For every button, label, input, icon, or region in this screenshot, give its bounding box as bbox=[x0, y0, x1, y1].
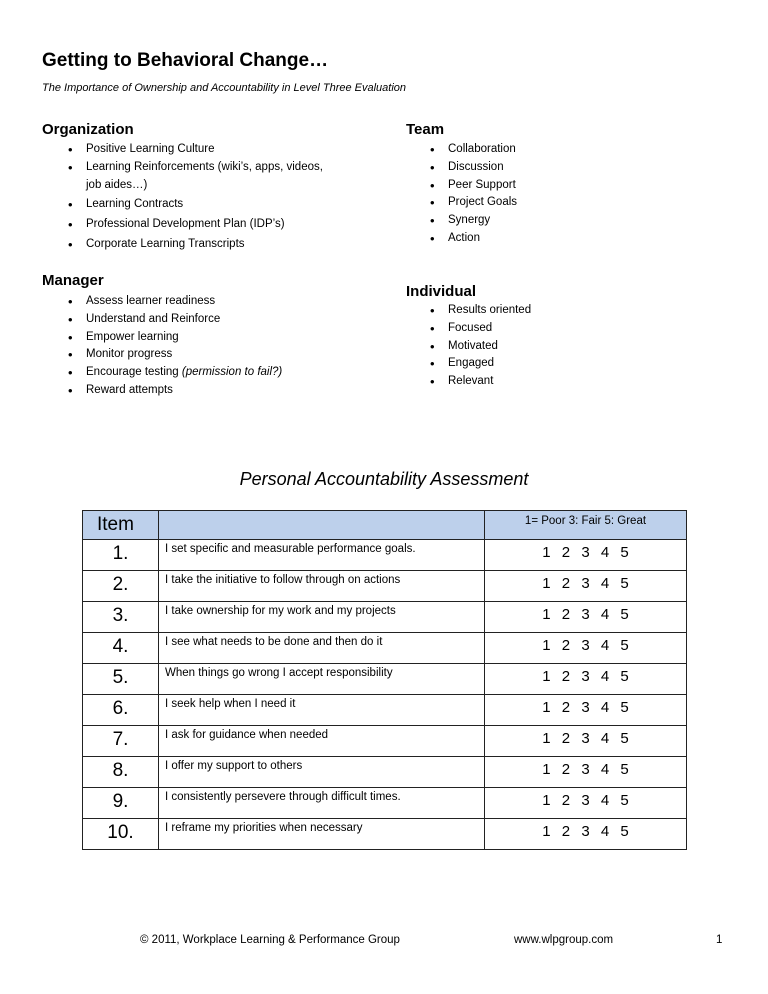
footer-url[interactable]: www.wlpgroup.com bbox=[514, 934, 614, 946]
row-statement: I set specific and measurable performance goals. bbox=[159, 540, 485, 571]
list-item: • Monitor progress bbox=[64, 346, 384, 364]
row-number: 2. bbox=[83, 571, 159, 602]
row-number: 3. bbox=[83, 602, 159, 633]
row-statement: I consistently persevere through difficult times. bbox=[159, 788, 485, 819]
list-item: • Discussion bbox=[426, 159, 626, 177]
table-row bbox=[83, 571, 687, 602]
row-statement: I reframe my priorities when necessary bbox=[159, 819, 485, 850]
table-row bbox=[83, 788, 687, 819]
manager-list bbox=[64, 293, 384, 400]
row-number: 5. bbox=[83, 664, 159, 695]
list-item: • Synergy bbox=[426, 212, 626, 230]
header-scale: 1= Poor 3: Fair 5: Great bbox=[485, 511, 687, 540]
row-number: 1. bbox=[83, 540, 159, 571]
rating-scale[interactable]: 1 2 3 4 5 bbox=[485, 695, 687, 726]
row-number: 8. bbox=[83, 757, 159, 788]
rating-scale[interactable]: 1 2 3 4 5 bbox=[485, 757, 687, 788]
table-row bbox=[83, 757, 687, 788]
table-row bbox=[83, 540, 687, 571]
row-statement: I see what needs to be done and then do it bbox=[159, 633, 485, 664]
manager-heading: Manager bbox=[42, 272, 104, 289]
table-row bbox=[83, 664, 687, 695]
rating-scale[interactable]: 1 2 3 4 5 bbox=[485, 726, 687, 757]
list-item: • Project Goals bbox=[426, 194, 626, 212]
page-number: 1 bbox=[716, 934, 723, 946]
page-title: Getting to Behavioral Change… bbox=[42, 50, 329, 71]
list-item: • Peer Support bbox=[426, 177, 626, 195]
team-heading: Team bbox=[406, 121, 445, 138]
list-item: • Reward attempts bbox=[64, 382, 384, 400]
list-item: • Encourage testing (permission to fail?) bbox=[64, 364, 384, 382]
list-item: • Engaged bbox=[426, 355, 626, 373]
list-item: • Relevant bbox=[426, 373, 626, 391]
table-row bbox=[83, 726, 687, 757]
row-number: 6. bbox=[83, 695, 159, 726]
list-item: • Empower learning bbox=[64, 329, 384, 347]
header-statement bbox=[159, 511, 485, 540]
table-row bbox=[83, 633, 687, 664]
list-item: • Focused bbox=[426, 320, 626, 338]
assessment-title: Personal Accountability Assessment bbox=[239, 469, 529, 489]
row-statement: I take ownership for my work and my projects bbox=[159, 602, 485, 633]
list-item: • Motivated bbox=[426, 338, 626, 356]
list-item: • Learning Reinforcements (wiki’s, apps, videos, bbox=[64, 159, 384, 177]
row-number: 9. bbox=[83, 788, 159, 819]
table-header-row bbox=[83, 511, 687, 540]
list-item: • Understand and Reinforce bbox=[64, 311, 384, 329]
list-item: • Results oriented bbox=[426, 302, 626, 320]
header-item: Item bbox=[83, 511, 159, 540]
row-number: 10. bbox=[83, 819, 159, 850]
team-list bbox=[426, 141, 626, 248]
rating-scale[interactable]: 1 2 3 4 5 bbox=[485, 664, 687, 695]
row-number: 7. bbox=[83, 726, 159, 757]
individual-heading: Individual bbox=[406, 283, 477, 300]
rating-scale[interactable]: 1 2 3 4 5 bbox=[485, 819, 687, 850]
organization-list bbox=[64, 141, 384, 254]
row-statement: I take the initiative to follow through on actions bbox=[159, 571, 485, 602]
table-row bbox=[83, 695, 687, 726]
organization-heading: Organization bbox=[42, 121, 134, 138]
row-statement: When things go wrong I accept responsibility bbox=[159, 664, 485, 695]
list-item: • Corporate Learning Transcripts bbox=[64, 236, 384, 254]
list-item: • Professional Development Plan (IDP’s) bbox=[64, 216, 384, 234]
row-statement: I seek help when I need it bbox=[159, 695, 485, 726]
rating-scale[interactable]: 1 2 3 4 5 bbox=[485, 540, 687, 571]
footer-copyright: © 2011, Workplace Learning & Performance Group bbox=[140, 934, 400, 946]
row-number: 4. bbox=[83, 633, 159, 664]
row-statement: I ask for guidance when needed bbox=[159, 726, 485, 757]
assessment-table bbox=[82, 510, 687, 850]
list-item: • Positive Learning Culture bbox=[64, 141, 384, 159]
row-statement: I offer my support to others bbox=[159, 757, 485, 788]
list-item: • Assess learner readiness bbox=[64, 293, 384, 311]
rating-scale[interactable]: 1 2 3 4 5 bbox=[485, 602, 687, 633]
table-row bbox=[83, 819, 687, 850]
rating-scale[interactable]: 1 2 3 4 5 bbox=[485, 788, 687, 819]
rating-scale[interactable]: 1 2 3 4 5 bbox=[485, 633, 687, 664]
table-row bbox=[83, 602, 687, 633]
page-subtitle: The Importance of Ownership and Accountability in Level Three Evaluation bbox=[42, 82, 407, 94]
list-item-continuation: job aides…) bbox=[86, 178, 148, 191]
individual-list bbox=[426, 302, 626, 391]
list-item: • Learning Contracts bbox=[64, 196, 384, 214]
list-item: • Action bbox=[426, 230, 626, 248]
list-item: • Collaboration bbox=[426, 141, 626, 159]
rating-scale[interactable]: 1 2 3 4 5 bbox=[485, 571, 687, 602]
